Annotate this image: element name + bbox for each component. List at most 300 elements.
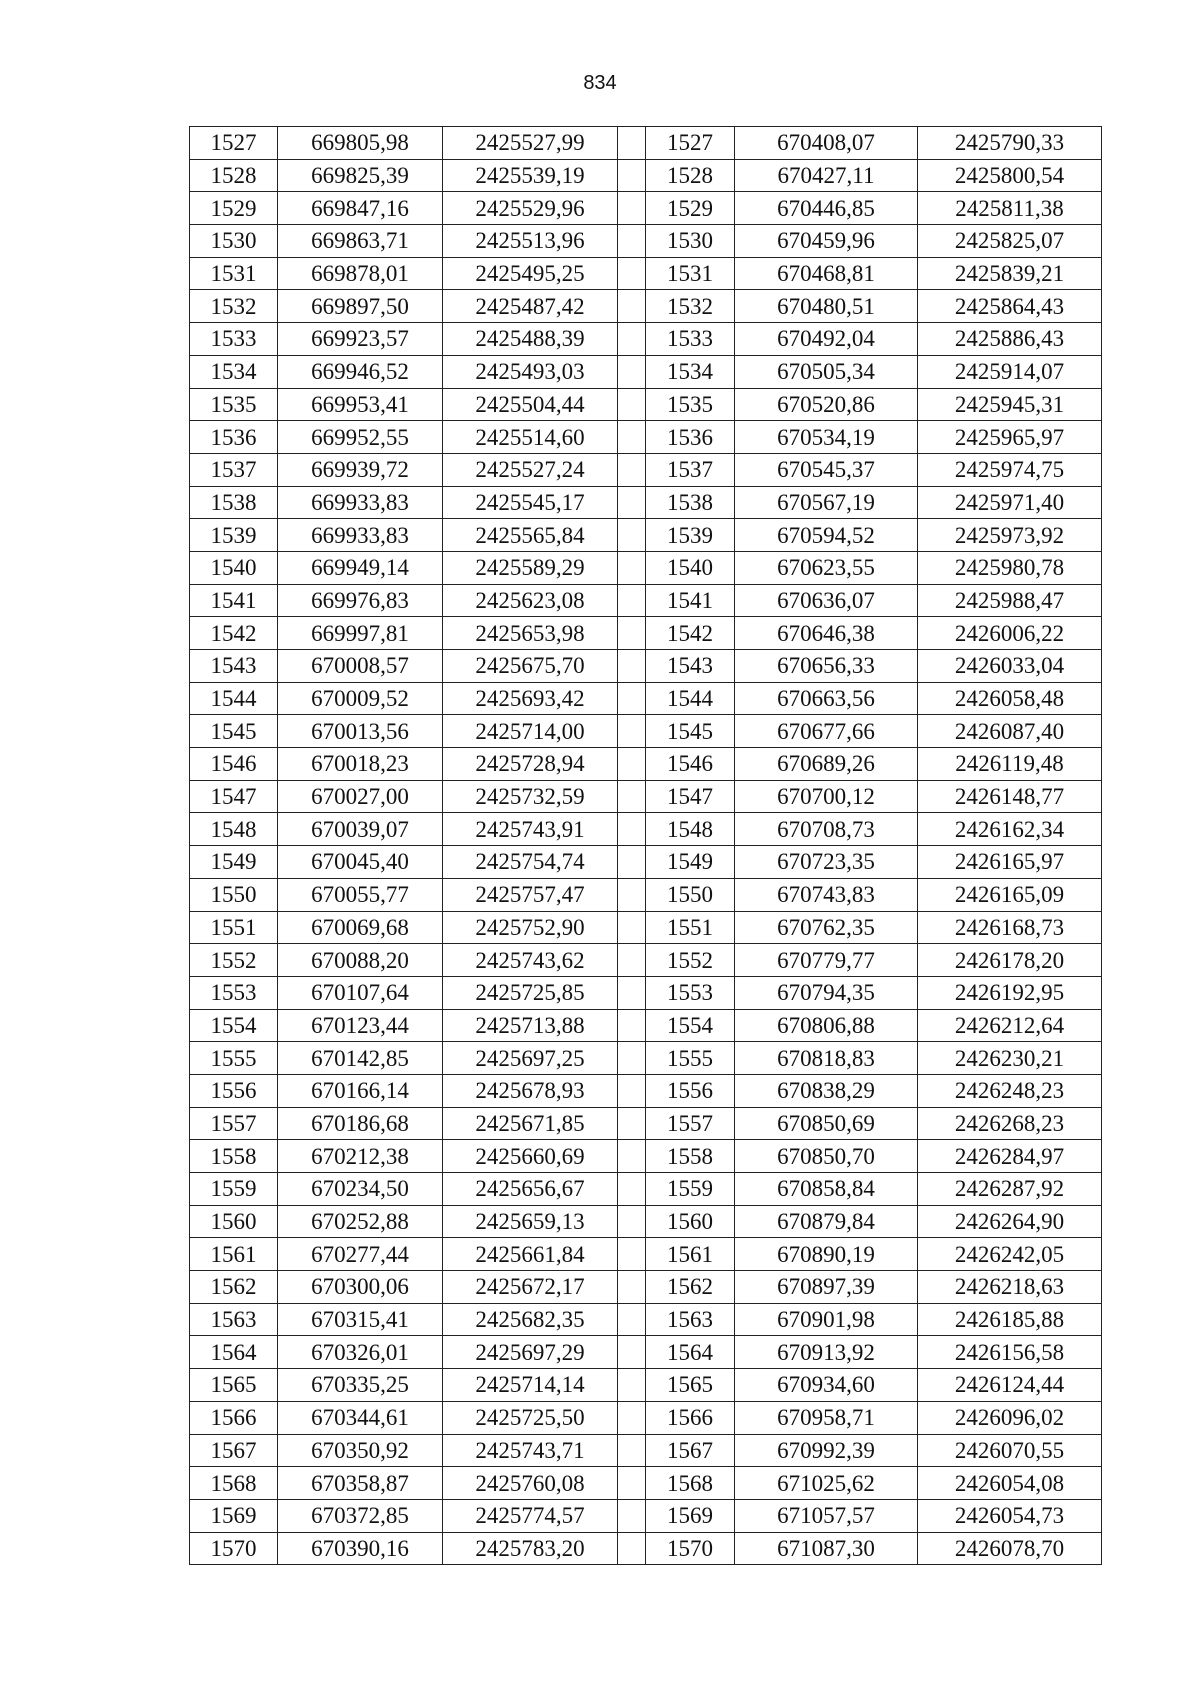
separator-cell <box>618 1140 646 1173</box>
right-point-number: 1535 <box>646 388 735 421</box>
right-x-coordinate: 670545,37 <box>735 453 918 486</box>
left-point-number: 1555 <box>190 1042 278 1075</box>
table-row <box>190 257 1102 290</box>
left-x-coordinate: 670018,23 <box>278 748 443 781</box>
left-y-coordinate: 2425743,62 <box>443 944 618 977</box>
right-y-coordinate: 2426218,63 <box>918 1271 1102 1304</box>
table-row <box>190 127 1102 160</box>
right-x-coordinate: 670723,35 <box>735 846 918 879</box>
left-y-coordinate: 2425672,17 <box>443 1271 618 1304</box>
coordinates-table-body <box>190 127 1102 1565</box>
separator-cell <box>618 1074 646 1107</box>
separator-cell <box>618 650 646 683</box>
right-x-coordinate: 670700,12 <box>735 780 918 813</box>
page-number: 834 <box>583 72 617 94</box>
left-point-number: 1534 <box>190 355 278 388</box>
right-point-number: 1543 <box>646 650 735 683</box>
left-x-coordinate: 670009,52 <box>278 682 443 715</box>
right-y-coordinate: 2426156,58 <box>918 1336 1102 1369</box>
separator-cell <box>618 388 646 421</box>
right-y-coordinate: 2426178,20 <box>918 944 1102 977</box>
left-y-coordinate: 2425514,60 <box>443 421 618 454</box>
left-y-coordinate: 2425653,98 <box>443 617 618 650</box>
separator-cell <box>618 1499 646 1532</box>
right-point-number: 1541 <box>646 584 735 617</box>
separator-cell <box>618 159 646 192</box>
left-point-number: 1535 <box>190 388 278 421</box>
left-y-coordinate: 2425495,25 <box>443 257 618 290</box>
table-row <box>190 1205 1102 1238</box>
left-x-coordinate: 670350,92 <box>278 1434 443 1467</box>
left-point-number: 1527 <box>190 127 278 160</box>
table-row <box>190 682 1102 715</box>
right-y-coordinate: 2425980,78 <box>918 551 1102 584</box>
left-y-coordinate: 2425589,29 <box>443 551 618 584</box>
right-point-number: 1536 <box>646 421 735 454</box>
right-point-number: 1534 <box>646 355 735 388</box>
right-x-coordinate: 670468,81 <box>735 257 918 290</box>
left-x-coordinate: 669825,39 <box>278 159 443 192</box>
left-x-coordinate: 670069,68 <box>278 911 443 944</box>
right-point-number: 1560 <box>646 1205 735 1238</box>
left-y-coordinate: 2425504,44 <box>443 388 618 421</box>
table-row <box>190 813 1102 846</box>
left-x-coordinate: 669933,83 <box>278 486 443 519</box>
table-row <box>190 1009 1102 1042</box>
left-y-coordinate: 2425714,14 <box>443 1369 618 1402</box>
right-point-number: 1553 <box>646 976 735 1009</box>
left-y-coordinate: 2425774,57 <box>443 1499 618 1532</box>
right-x-coordinate: 670480,51 <box>735 290 918 323</box>
table-row <box>190 1369 1102 1402</box>
right-y-coordinate: 2425973,92 <box>918 519 1102 552</box>
right-point-number: 1555 <box>646 1042 735 1075</box>
right-y-coordinate: 2425965,97 <box>918 421 1102 454</box>
right-point-number: 1548 <box>646 813 735 846</box>
left-x-coordinate: 669847,16 <box>278 192 443 225</box>
table-row <box>190 225 1102 258</box>
left-point-number: 1550 <box>190 878 278 911</box>
left-x-coordinate: 670013,56 <box>278 715 443 748</box>
table-row <box>190 1238 1102 1271</box>
separator-cell <box>618 944 646 977</box>
table-row <box>190 290 1102 323</box>
separator-cell <box>618 911 646 944</box>
left-x-coordinate: 670315,41 <box>278 1303 443 1336</box>
coordinates-table <box>189 126 1102 1565</box>
right-point-number: 1561 <box>646 1238 735 1271</box>
right-y-coordinate: 2426212,64 <box>918 1009 1102 1042</box>
left-y-coordinate: 2425545,17 <box>443 486 618 519</box>
left-point-number: 1542 <box>190 617 278 650</box>
left-y-coordinate: 2425661,84 <box>443 1238 618 1271</box>
right-y-coordinate: 2426054,08 <box>918 1467 1102 1500</box>
right-x-coordinate: 670567,19 <box>735 486 918 519</box>
left-x-coordinate: 669997,81 <box>278 617 443 650</box>
table-row <box>190 1467 1102 1500</box>
table-row <box>190 846 1102 879</box>
left-point-number: 1558 <box>190 1140 278 1173</box>
right-point-number: 1540 <box>646 551 735 584</box>
left-point-number: 1557 <box>190 1107 278 1140</box>
right-x-coordinate: 670646,38 <box>735 617 918 650</box>
left-y-coordinate: 2425623,08 <box>443 584 618 617</box>
left-y-coordinate: 2425539,19 <box>443 159 618 192</box>
left-point-number: 1531 <box>190 257 278 290</box>
right-x-coordinate: 670850,70 <box>735 1140 918 1173</box>
right-point-number: 1559 <box>646 1173 735 1206</box>
separator-cell <box>618 225 646 258</box>
left-point-number: 1539 <box>190 519 278 552</box>
separator-cell <box>618 780 646 813</box>
table-row <box>190 1173 1102 1206</box>
left-point-number: 1552 <box>190 944 278 977</box>
right-point-number: 1527 <box>646 127 735 160</box>
left-point-number: 1549 <box>190 846 278 879</box>
right-y-coordinate: 2426087,40 <box>918 715 1102 748</box>
table-row <box>190 748 1102 781</box>
right-x-coordinate: 670520,86 <box>735 388 918 421</box>
right-x-coordinate: 670677,66 <box>735 715 918 748</box>
right-y-coordinate: 2426033,04 <box>918 650 1102 683</box>
right-x-coordinate: 670818,83 <box>735 1042 918 1075</box>
right-x-coordinate: 670708,73 <box>735 813 918 846</box>
left-y-coordinate: 2425527,24 <box>443 453 618 486</box>
separator-cell <box>618 813 646 846</box>
right-y-coordinate: 2426185,88 <box>918 1303 1102 1336</box>
right-point-number: 1537 <box>646 453 735 486</box>
left-x-coordinate: 670234,50 <box>278 1173 443 1206</box>
left-x-coordinate: 669946,52 <box>278 355 443 388</box>
table-row <box>190 780 1102 813</box>
left-y-coordinate: 2425671,85 <box>443 1107 618 1140</box>
table-row <box>190 421 1102 454</box>
separator-cell <box>618 846 646 879</box>
table-row <box>190 911 1102 944</box>
separator-cell <box>618 617 646 650</box>
right-x-coordinate: 671025,62 <box>735 1467 918 1500</box>
right-point-number: 1569 <box>646 1499 735 1532</box>
right-y-coordinate: 2426124,44 <box>918 1369 1102 1402</box>
left-y-coordinate: 2425513,96 <box>443 225 618 258</box>
right-point-number: 1530 <box>646 225 735 258</box>
left-point-number: 1567 <box>190 1434 278 1467</box>
right-y-coordinate: 2425988,47 <box>918 584 1102 617</box>
left-point-number: 1561 <box>190 1238 278 1271</box>
table-row <box>190 1303 1102 1336</box>
left-y-coordinate: 2425754,74 <box>443 846 618 879</box>
right-y-coordinate: 2426058,48 <box>918 682 1102 715</box>
right-y-coordinate: 2426162,34 <box>918 813 1102 846</box>
left-point-number: 1529 <box>190 192 278 225</box>
left-y-coordinate: 2425656,67 <box>443 1173 618 1206</box>
separator-cell <box>618 1401 646 1434</box>
left-x-coordinate: 670300,06 <box>278 1271 443 1304</box>
right-x-coordinate: 670838,29 <box>735 1074 918 1107</box>
left-point-number: 1559 <box>190 1173 278 1206</box>
left-x-coordinate: 670344,61 <box>278 1401 443 1434</box>
left-x-coordinate: 670166,14 <box>278 1074 443 1107</box>
left-point-number: 1532 <box>190 290 278 323</box>
right-point-number: 1546 <box>646 748 735 781</box>
left-point-number: 1544 <box>190 682 278 715</box>
table-row <box>190 453 1102 486</box>
separator-cell <box>618 1467 646 1500</box>
left-y-coordinate: 2425725,85 <box>443 976 618 1009</box>
left-point-number: 1538 <box>190 486 278 519</box>
right-point-number: 1539 <box>646 519 735 552</box>
left-x-coordinate: 669933,83 <box>278 519 443 552</box>
right-y-coordinate: 2426148,77 <box>918 780 1102 813</box>
separator-cell <box>618 682 646 715</box>
right-point-number: 1566 <box>646 1401 735 1434</box>
separator-cell <box>618 1238 646 1271</box>
left-x-coordinate: 670372,85 <box>278 1499 443 1532</box>
left-y-coordinate: 2425675,70 <box>443 650 618 683</box>
table-row <box>190 878 1102 911</box>
left-point-number: 1562 <box>190 1271 278 1304</box>
left-x-coordinate: 670039,07 <box>278 813 443 846</box>
separator-cell <box>618 519 646 552</box>
right-x-coordinate: 670594,52 <box>735 519 918 552</box>
left-point-number: 1547 <box>190 780 278 813</box>
table-row <box>190 388 1102 421</box>
right-y-coordinate: 2426268,23 <box>918 1107 1102 1140</box>
right-x-coordinate: 670897,39 <box>735 1271 918 1304</box>
left-x-coordinate: 670358,87 <box>278 1467 443 1500</box>
right-y-coordinate: 2425886,43 <box>918 323 1102 356</box>
right-point-number: 1570 <box>646 1532 735 1565</box>
right-x-coordinate: 670850,69 <box>735 1107 918 1140</box>
right-point-number: 1562 <box>646 1271 735 1304</box>
separator-cell <box>618 486 646 519</box>
right-x-coordinate: 670743,83 <box>735 878 918 911</box>
left-point-number: 1560 <box>190 1205 278 1238</box>
left-y-coordinate: 2425693,42 <box>443 682 618 715</box>
right-point-number: 1547 <box>646 780 735 813</box>
left-y-coordinate: 2425732,59 <box>443 780 618 813</box>
left-x-coordinate: 670335,25 <box>278 1369 443 1402</box>
left-point-number: 1540 <box>190 551 278 584</box>
table-row <box>190 1107 1102 1140</box>
right-y-coordinate: 2425914,07 <box>918 355 1102 388</box>
separator-cell <box>618 1369 646 1402</box>
left-y-coordinate: 2425728,94 <box>443 748 618 781</box>
left-point-number: 1537 <box>190 453 278 486</box>
separator-cell <box>618 257 646 290</box>
table-row <box>190 192 1102 225</box>
left-point-number: 1566 <box>190 1401 278 1434</box>
right-x-coordinate: 670408,07 <box>735 127 918 160</box>
separator-cell <box>618 1434 646 1467</box>
separator-cell <box>618 1271 646 1304</box>
right-point-number: 1542 <box>646 617 735 650</box>
left-y-coordinate: 2425783,20 <box>443 1532 618 1565</box>
separator-cell <box>618 453 646 486</box>
right-point-number: 1544 <box>646 682 735 715</box>
right-x-coordinate: 670427,11 <box>735 159 918 192</box>
right-point-number: 1531 <box>646 257 735 290</box>
right-x-coordinate: 670858,84 <box>735 1173 918 1206</box>
separator-cell <box>618 323 646 356</box>
right-y-coordinate: 2426284,97 <box>918 1140 1102 1173</box>
left-point-number: 1563 <box>190 1303 278 1336</box>
right-x-coordinate: 670663,56 <box>735 682 918 715</box>
table-row <box>190 617 1102 650</box>
table-row <box>190 584 1102 617</box>
right-point-number: 1568 <box>646 1467 735 1500</box>
right-y-coordinate: 2426165,97 <box>918 846 1102 879</box>
table-row <box>190 1434 1102 1467</box>
left-y-coordinate: 2425760,08 <box>443 1467 618 1500</box>
right-point-number: 1549 <box>646 846 735 879</box>
right-y-coordinate: 2426119,48 <box>918 748 1102 781</box>
separator-cell <box>618 584 646 617</box>
left-point-number: 1570 <box>190 1532 278 1565</box>
left-y-coordinate: 2425488,39 <box>443 323 618 356</box>
right-point-number: 1563 <box>646 1303 735 1336</box>
left-x-coordinate: 670142,85 <box>278 1042 443 1075</box>
left-x-coordinate: 670107,64 <box>278 976 443 1009</box>
separator-cell <box>618 1042 646 1075</box>
left-y-coordinate: 2425725,50 <box>443 1401 618 1434</box>
right-x-coordinate: 670623,55 <box>735 551 918 584</box>
right-y-coordinate: 2425790,33 <box>918 127 1102 160</box>
right-y-coordinate: 2425974,75 <box>918 453 1102 486</box>
separator-cell <box>618 1009 646 1042</box>
left-y-coordinate: 2425757,47 <box>443 878 618 911</box>
left-x-coordinate: 670252,88 <box>278 1205 443 1238</box>
left-x-coordinate: 670008,57 <box>278 650 443 683</box>
left-y-coordinate: 2425678,93 <box>443 1074 618 1107</box>
table-row <box>190 323 1102 356</box>
table-row <box>190 1499 1102 1532</box>
separator-cell <box>618 878 646 911</box>
left-point-number: 1536 <box>190 421 278 454</box>
separator-cell <box>618 1336 646 1369</box>
separator-cell <box>618 355 646 388</box>
right-point-number: 1550 <box>646 878 735 911</box>
right-y-coordinate: 2426096,02 <box>918 1401 1102 1434</box>
separator-cell <box>618 715 646 748</box>
right-y-coordinate: 2425971,40 <box>918 486 1102 519</box>
left-x-coordinate: 670088,20 <box>278 944 443 977</box>
separator-cell <box>618 551 646 584</box>
separator-cell <box>618 192 646 225</box>
right-y-coordinate: 2426248,23 <box>918 1074 1102 1107</box>
left-x-coordinate: 669953,41 <box>278 388 443 421</box>
table-row <box>190 486 1102 519</box>
table-row <box>190 1271 1102 1304</box>
table-row <box>190 1401 1102 1434</box>
left-point-number: 1541 <box>190 584 278 617</box>
right-y-coordinate: 2426165,09 <box>918 878 1102 911</box>
left-x-coordinate: 670045,40 <box>278 846 443 879</box>
table-row <box>190 715 1102 748</box>
right-x-coordinate: 670534,19 <box>735 421 918 454</box>
table-row <box>190 1042 1102 1075</box>
left-point-number: 1543 <box>190 650 278 683</box>
left-x-coordinate: 669939,72 <box>278 453 443 486</box>
left-x-coordinate: 669897,50 <box>278 290 443 323</box>
left-y-coordinate: 2425743,91 <box>443 813 618 846</box>
table-row <box>190 159 1102 192</box>
right-y-coordinate: 2425839,21 <box>918 257 1102 290</box>
right-y-coordinate: 2426287,92 <box>918 1173 1102 1206</box>
right-point-number: 1551 <box>646 911 735 944</box>
right-point-number: 1567 <box>646 1434 735 1467</box>
table-row <box>190 355 1102 388</box>
left-x-coordinate: 670326,01 <box>278 1336 443 1369</box>
right-x-coordinate: 670459,96 <box>735 225 918 258</box>
table-row <box>190 976 1102 1009</box>
right-point-number: 1565 <box>646 1369 735 1402</box>
right-x-coordinate: 670446,85 <box>735 192 918 225</box>
right-point-number: 1554 <box>646 1009 735 1042</box>
left-point-number: 1551 <box>190 911 278 944</box>
left-x-coordinate: 670055,77 <box>278 878 443 911</box>
left-y-coordinate: 2425697,25 <box>443 1042 618 1075</box>
left-y-coordinate: 2425529,96 <box>443 192 618 225</box>
table-row <box>190 1140 1102 1173</box>
left-point-number: 1554 <box>190 1009 278 1042</box>
separator-cell <box>618 1532 646 1565</box>
left-x-coordinate: 669863,71 <box>278 225 443 258</box>
right-y-coordinate: 2426006,22 <box>918 617 1102 650</box>
left-x-coordinate: 669805,98 <box>278 127 443 160</box>
left-point-number: 1533 <box>190 323 278 356</box>
left-point-number: 1528 <box>190 159 278 192</box>
separator-cell <box>618 748 646 781</box>
left-y-coordinate: 2425660,69 <box>443 1140 618 1173</box>
left-y-coordinate: 2425493,03 <box>443 355 618 388</box>
right-x-coordinate: 670958,71 <box>735 1401 918 1434</box>
right-x-coordinate: 670656,33 <box>735 650 918 683</box>
right-point-number: 1556 <box>646 1074 735 1107</box>
separator-cell <box>618 127 646 160</box>
left-point-number: 1530 <box>190 225 278 258</box>
left-x-coordinate: 670212,38 <box>278 1140 443 1173</box>
right-point-number: 1529 <box>646 192 735 225</box>
right-y-coordinate: 2426230,21 <box>918 1042 1102 1075</box>
right-x-coordinate: 670913,92 <box>735 1336 918 1369</box>
table-row <box>190 1336 1102 1369</box>
right-point-number: 1533 <box>646 323 735 356</box>
left-y-coordinate: 2425659,13 <box>443 1205 618 1238</box>
table-row <box>190 1074 1102 1107</box>
table-row <box>190 944 1102 977</box>
separator-cell <box>618 976 646 1009</box>
right-x-coordinate: 671087,30 <box>735 1532 918 1565</box>
right-point-number: 1557 <box>646 1107 735 1140</box>
right-x-coordinate: 670505,34 <box>735 355 918 388</box>
right-point-number: 1528 <box>646 159 735 192</box>
right-y-coordinate: 2426070,55 <box>918 1434 1102 1467</box>
left-point-number: 1565 <box>190 1369 278 1402</box>
right-y-coordinate: 2426192,95 <box>918 976 1102 1009</box>
right-x-coordinate: 670779,77 <box>735 944 918 977</box>
right-y-coordinate: 2425945,31 <box>918 388 1102 421</box>
right-x-coordinate: 670492,04 <box>735 323 918 356</box>
left-x-coordinate: 669878,01 <box>278 257 443 290</box>
right-x-coordinate: 670806,88 <box>735 1009 918 1042</box>
right-point-number: 1552 <box>646 944 735 977</box>
left-x-coordinate: 670277,44 <box>278 1238 443 1271</box>
right-point-number: 1558 <box>646 1140 735 1173</box>
right-x-coordinate: 670901,98 <box>735 1303 918 1336</box>
left-point-number: 1546 <box>190 748 278 781</box>
right-x-coordinate: 670636,07 <box>735 584 918 617</box>
